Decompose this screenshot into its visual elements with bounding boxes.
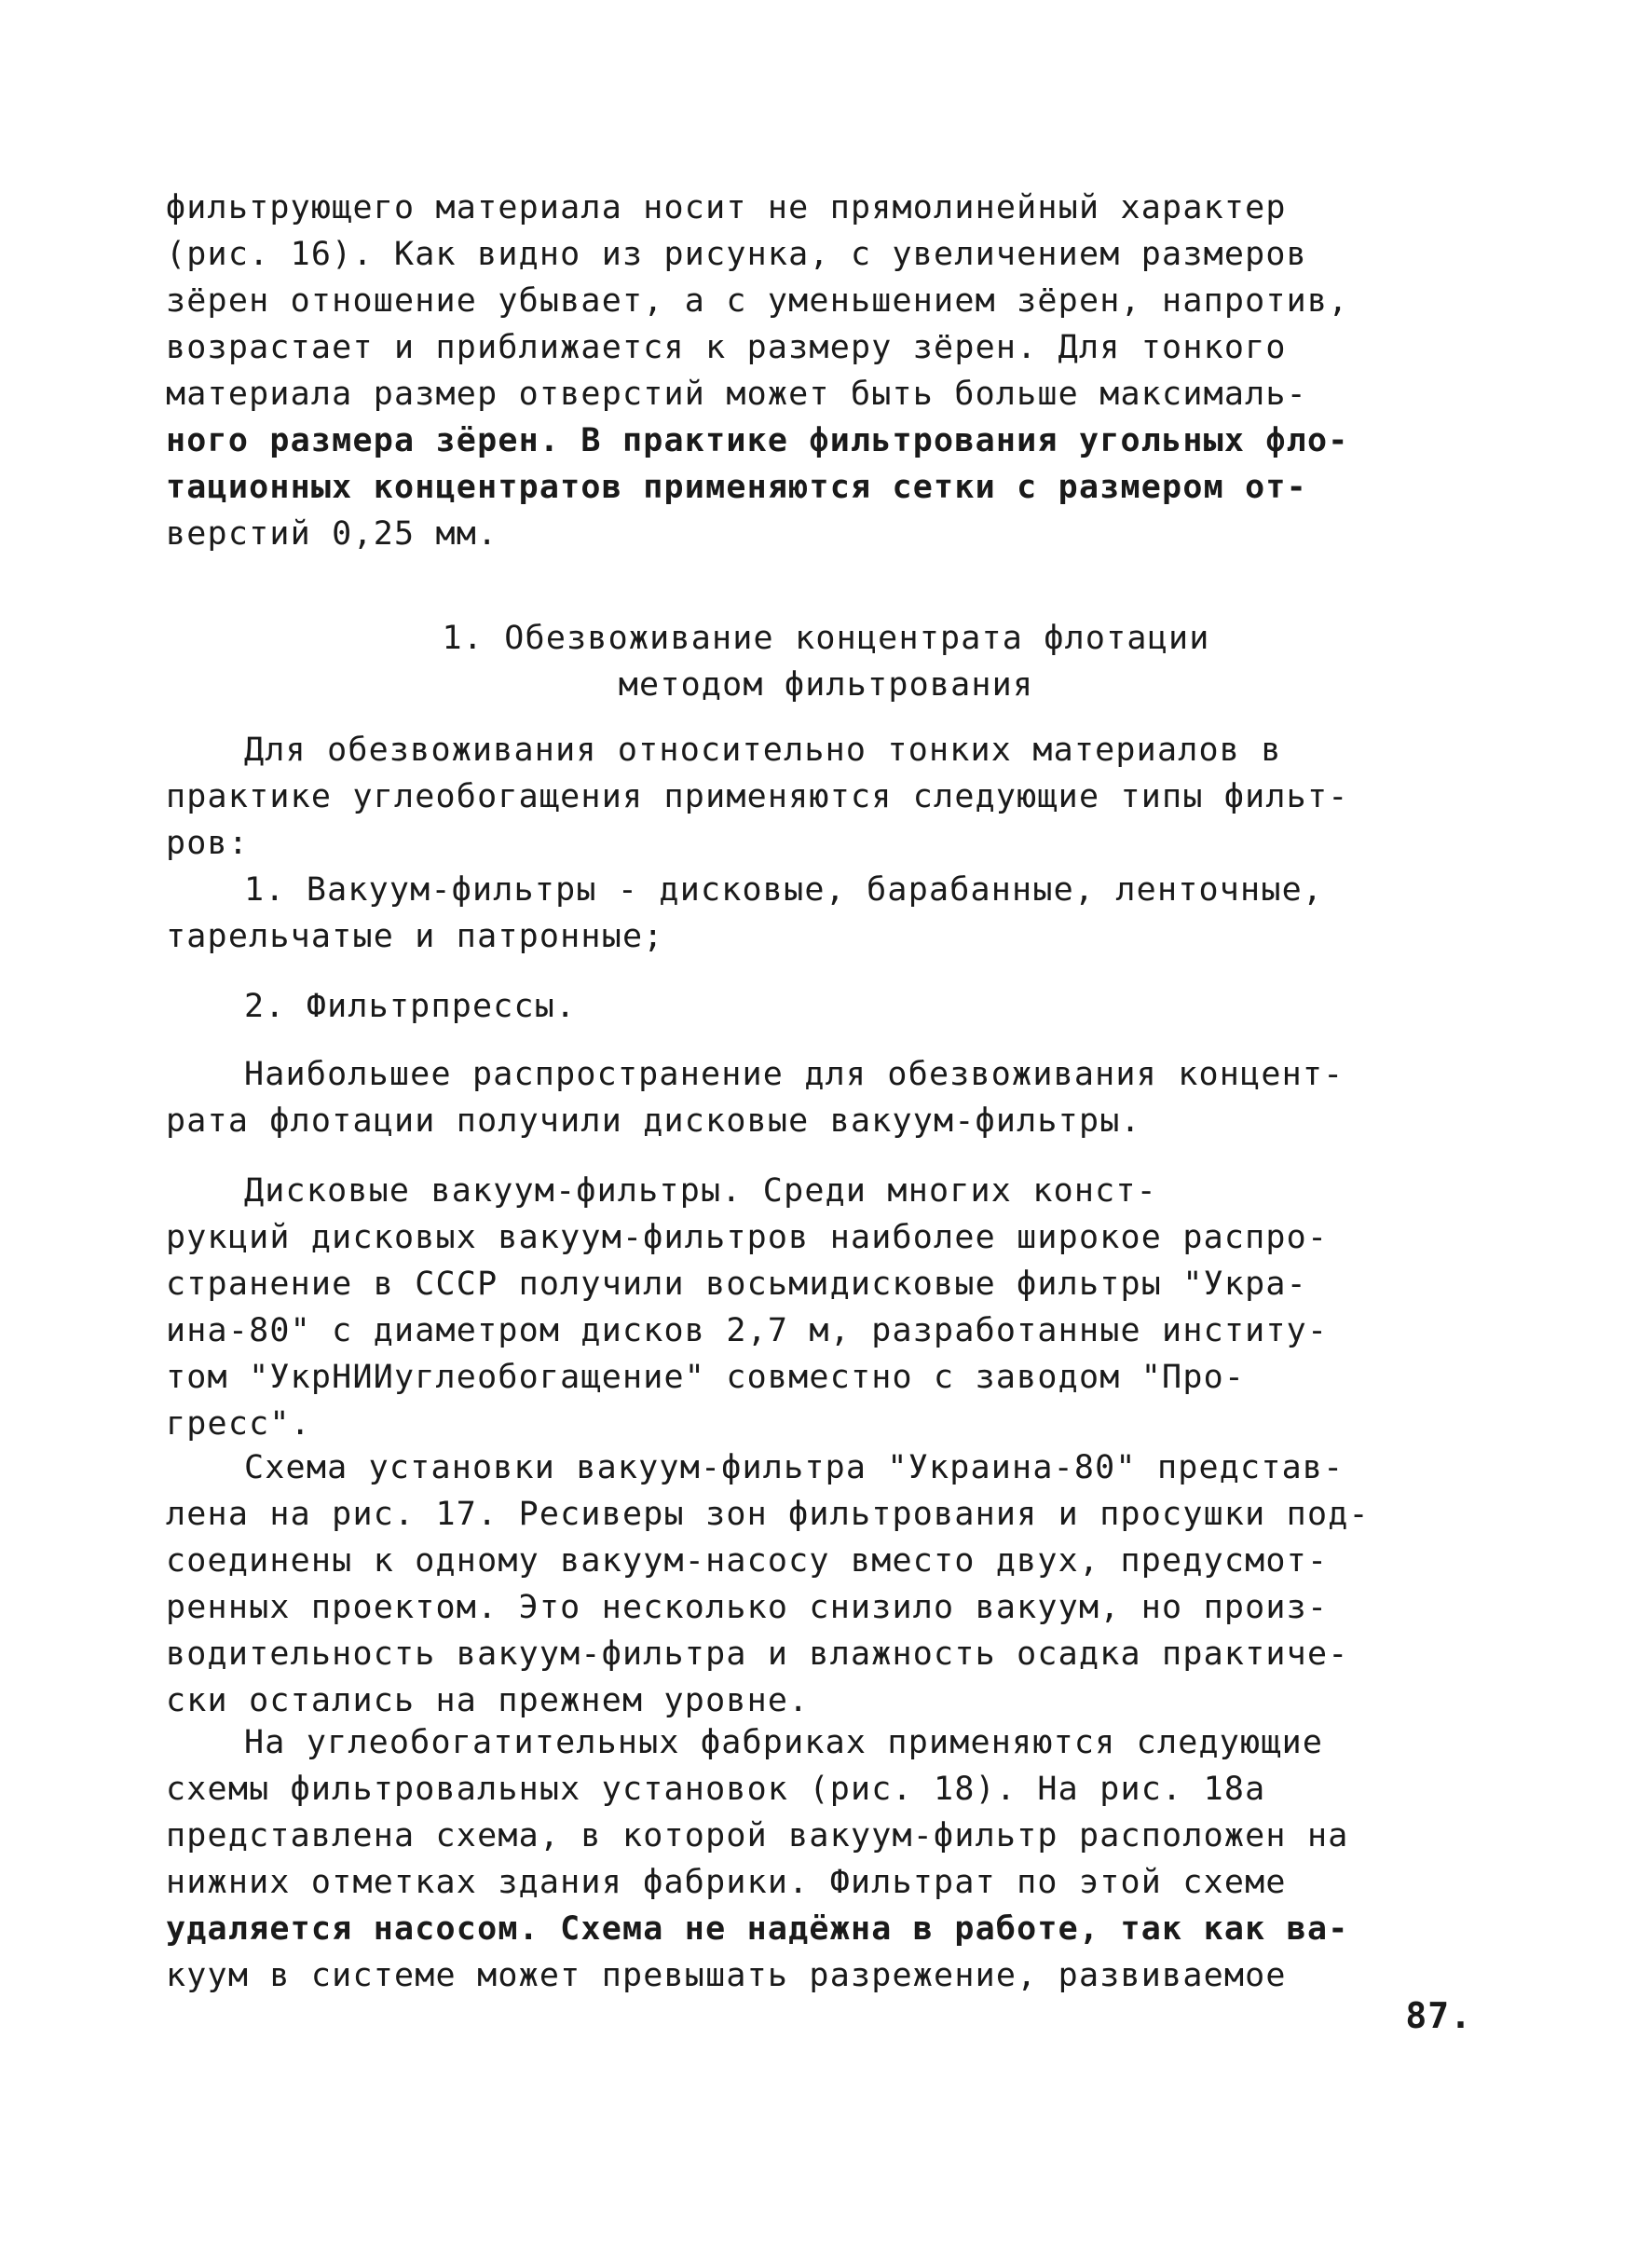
text-line: рукций дисковых вакуум-фильтров наиболее широкое распро- <box>166 1219 1329 1256</box>
text-line: тационных концентратов применяются сетки с размером от- <box>166 469 1307 506</box>
text-line: фильтрующего материала носит не прямолинейный характер <box>166 189 1287 226</box>
text-line: водительность вакуум-фильтра и влажность осадка практиче- <box>166 1635 1349 1673</box>
text-line: схемы фильтровальных установок (рис. 18). На рис. 18а <box>166 1771 1266 1808</box>
list-item <box>166 867 1508 960</box>
heading-line: методом фильтрования <box>618 666 1034 704</box>
heading-line: 1. Обезвоживание концентрата флотации <box>442 620 1210 657</box>
most-common-paragraph <box>166 1051 1508 1144</box>
page-number: 87. <box>1405 1995 1472 2036</box>
text-line: зёрен отношение убывает, а с уменьшением зёрен, напротив, <box>166 282 1349 320</box>
text-line: куум в системе может превышать разрежение, развиваемое <box>166 1957 1287 1994</box>
section-heading <box>0 615 1652 708</box>
text-line: 2. Фильтрпрессы. <box>244 988 577 1025</box>
text-line: соединены к одному вакуум-насосу вместо двух, предусмот- <box>166 1542 1329 1580</box>
text-line: верстий 0,25 мм. <box>166 515 498 553</box>
plants-paragraph <box>166 1719 1508 1999</box>
text-line: странение в СССР получили восьмидисковые фильтры "Укра- <box>166 1266 1307 1303</box>
text-line: ренных проектом. Это несколько снизило вакуум, но произ- <box>166 1589 1329 1626</box>
disc-filters-paragraph <box>166 1168 1508 1447</box>
text-line: возрастает и приближается к размеру зёрен. Для тонкого <box>166 329 1287 366</box>
text-line: ина-80" с диаметром дисков 2,7 м, разработанные институ- <box>166 1312 1329 1349</box>
text-line: Дисковые вакуум-фильтры. Среди многих конст- <box>244 1172 1157 1210</box>
text-line: нижних отметках здания фабрики. Фильтрат по этой схеме <box>166 1864 1287 1901</box>
text-line: Схема установки вакуум-фильтра "Украина-80" представ- <box>244 1449 1345 1486</box>
text-line: Для обезвоживания относительно тонких материалов в <box>244 732 1282 769</box>
text-line: лена на рис. 17. Ресиверы зон фильтрования и просушки под- <box>166 1496 1370 1533</box>
filter-types-paragraph <box>166 727 1508 867</box>
text-line: ного размера зёрен. В практике фильтрования угольных фло- <box>166 422 1349 459</box>
text-line: ров: <box>166 825 250 862</box>
text-line: удаляется насосом. Схема не надёжна в работе, так как ва- <box>166 1910 1349 1948</box>
list-item <box>166 983 1508 1030</box>
text-line: гресс". <box>166 1405 311 1443</box>
text-line: Наибольшее распространение для обезвоживания концент- <box>244 1056 1345 1093</box>
text-line: рата флотации получили дисковые вакуум-фильтры. <box>166 1102 1141 1140</box>
text-line: 1. Вакуум-фильтры - дисковые, барабанные, ленточные, <box>244 871 1324 909</box>
text-line: На углеобогатительных фабриках применяются следующие <box>244 1724 1324 1761</box>
text-line: тарельчатые и патронные; <box>166 918 664 955</box>
intro-paragraph <box>166 185 1508 557</box>
text-line: практике углеобогащения применяются следующие типы фильт- <box>166 778 1349 815</box>
text-line: представлена схема, в которой вакуум-фильтр расположен на <box>166 1817 1349 1854</box>
text-line: (рис. 16). Как видно из рисунка, с увеличением размеров <box>166 236 1307 273</box>
text-line: материала размер отверстий может быть больше максималь- <box>166 376 1307 413</box>
text-line: том "УкрНИИуглеобогащение" совместно с заводом "Про- <box>166 1359 1246 1396</box>
text-line: ски остались на прежнем уровне. <box>166 1682 810 1719</box>
scheme-paragraph <box>166 1444 1508 1724</box>
